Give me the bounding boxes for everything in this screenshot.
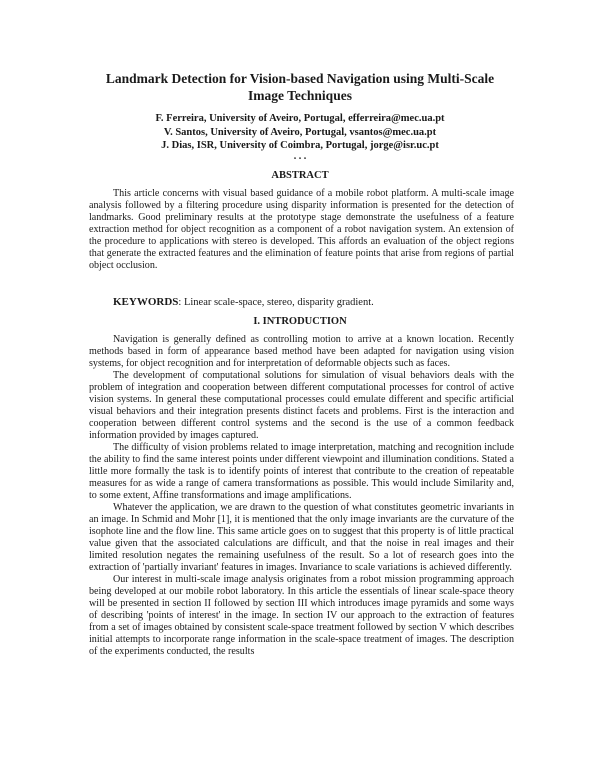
paragraph: The development of computational solutions for simulation of visual behaviors deals with the problem of integration and cooperation between different computational processes for control of active vision systems. In general these computational processes could emulate different and specific artificial visual behaviors and their integration presents distinct facets and problems. First is the interaction and cooperation between different control systems and the second is the use of a common feedback information provided by images captured. <box>89 370 514 441</box>
paragraph: The difficulty of vision problems related to image interpretation, matching and recognition include the ability to find the same interest points under different viewpoint and illumination conditions. Stated a little more formally the task is to identify points of interest that contribute to the creation of repeatable measures for as wide a range of camera transformations as possible. This would include Similarity and, to some extent, Affine transformations and image amplifications. <box>89 442 514 501</box>
paper-title: Landmark Detection for Vision-based Navigation using Multi-Scale Image Techniques <box>105 71 495 103</box>
author-line: F. Ferreira, University of Aveiro, Portugal, efferreira@mec.ua.pt <box>155 113 445 124</box>
paragraph: Our interest in multi-scale image analysis originates from a robot mission programming approach being developed at our mobile robot laboratory. In this article the essentials of linear scale-space theory will be presented in section II followed by section III which introduces image pyramids and some ways of describing 'points of interest' in the image. In section IV our approach to the extraction of features from a set of images obtained by consistent scale-space treatment followed by section V which describes initial attempts to incorporate range information in the scale-space treatment of images. The description of the experiments conducted, the results <box>89 574 514 657</box>
introduction-body <box>89 334 514 658</box>
author-line: V. Santos, University of Aveiro, Portugal, vsantos@mec.ua.pt <box>163 126 437 138</box>
paragraph: Navigation is generally defined as controlling motion to arrive at a known location. Recently methods based in form of appearance based method have been adapted for navigation using vision systems, for object recognition and for interpretation of deformable objects such as faces. <box>89 334 514 369</box>
abstract-text: This article concerns with visual based guidance of a mobile robot platform. A multi-scale image analysis followed by a filtering procedure using disparity information is presented for the detection of landmarks. Good preliminary results at the prototype stage demonstrate the usefulness of a feature extraction method for object recognition as a component of a robot navigation system. An extension of the procedure to applications with stereo is developed. This affords an evaluation of the object regions that generate the extracted features and the elimination of feature points that arise from regions of partial object occlusion. <box>89 188 514 271</box>
author-list <box>60 112 540 153</box>
paragraph: Whatever the application, we are drawn to the question of what constitutes geometric invariants in an image. In Schmid and Mohr [1], it is mentioned that the only image invariants are the curvature of the isophote line and the flow line. This same article goes on to suggest that this property is of little practical value given that the associated calculations are difficult, and that the noise in real images and their limited resolution negates the remaining usefulness of the result. So a lot of research goes into the extraction of 'partially invariant' features in images. Invariance to scale variations is achieved differently. <box>89 502 514 573</box>
keywords-label: KEYWORDS <box>113 296 179 308</box>
separator-dots: . . . <box>293 151 307 162</box>
keywords-text: : Linear scale-space, stereo, disparity gradient. <box>178 297 374 308</box>
abstract-heading: ABSTRACT <box>271 170 329 181</box>
section-heading: I. INTRODUCTION <box>253 316 347 327</box>
keywords-line <box>113 296 513 308</box>
author-line: J. Dias, ISR, University of Coimbra, Portugal, jorge@isr.uc.pt <box>161 140 439 151</box>
